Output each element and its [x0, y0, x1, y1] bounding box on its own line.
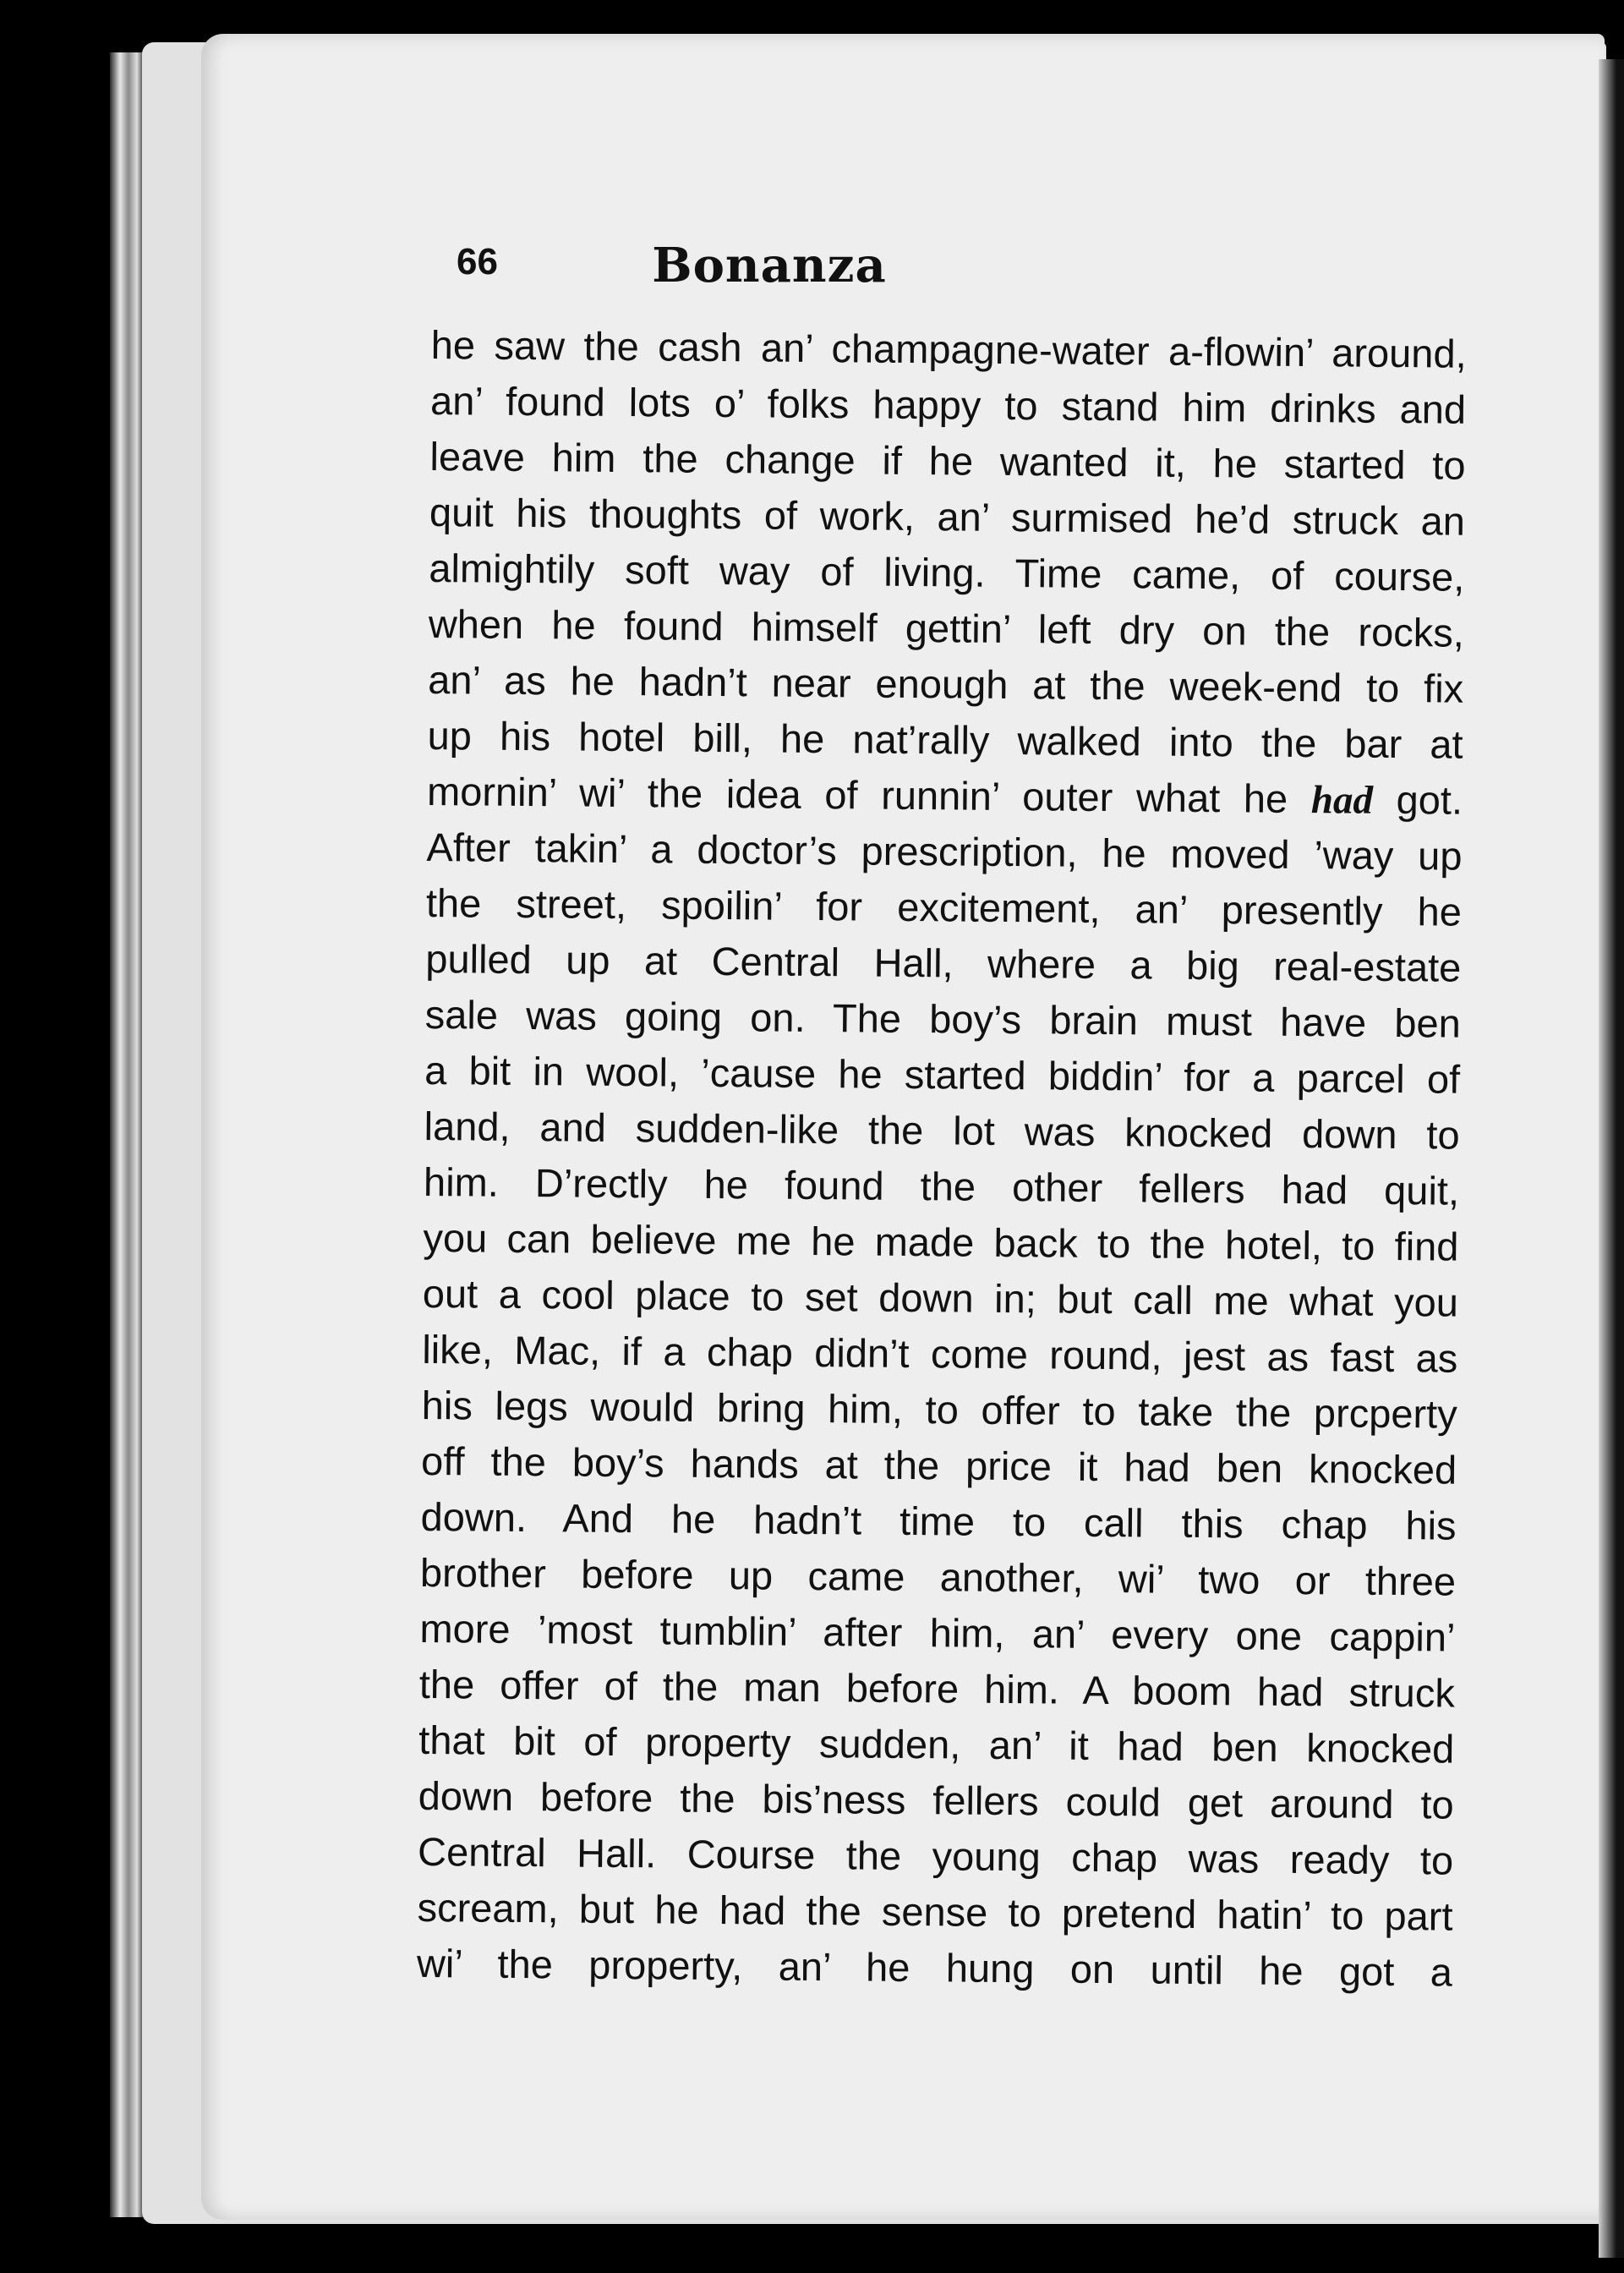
text-line: out a cool place to set down in; but call me what you — [422, 1270, 1459, 1325]
text-span: got. — [1372, 776, 1463, 823]
text-line: an’ found lots o’ folks happy to stand him drinks and — [429, 377, 1467, 432]
text-line: the offer of the man before him. A boom had struck — [418, 1661, 1456, 1716]
body-text — [417, 317, 1467, 2001]
book-binding — [110, 52, 144, 2217]
right-page-edge — [1599, 59, 1624, 2258]
italic-word: had — [1310, 778, 1374, 823]
page-number: 66 — [457, 241, 498, 282]
text-line: an’ as he hadn’t near enough at the week-end to fix — [428, 656, 1464, 711]
text-line: when he found himself gettin’ left dry on the rocks, — [428, 600, 1465, 655]
text-line: almightily soft way of living. Time came, of course, — [429, 545, 1465, 600]
text-line: After takin’ a doctor’s prescription, he moved ’way up — [426, 824, 1463, 879]
text-line: his legs would bring him, to offer to take the prcperty — [421, 1382, 1457, 1437]
text-line: off the boy’s hands at the price it had ben knocked — [420, 1438, 1457, 1493]
text-line: like, Mac, if a chap didn’t come round, jest as fast as — [422, 1326, 1458, 1381]
text-line: you can believe me he made back to the hotel, to find — [423, 1214, 1459, 1269]
text-line: sale was going on. The boy’s brain must have ben — [424, 991, 1461, 1046]
text-span: mornin’ wi’ the idea of runnin’ outer what he — [426, 768, 1312, 822]
text-line-with-italic — [427, 764, 1463, 829]
text-line: down before the bis’ness fellers could get around to — [418, 1772, 1454, 1827]
text-line: down. And he hadn’t time to call this chap his — [420, 1493, 1457, 1548]
text-line: that bit of property sudden, an’ it had ben knocked — [418, 1717, 1455, 1772]
running-title: Bonanza — [652, 238, 887, 293]
text-line: up his hotel bill, he nat’rally walked into the bar at — [427, 712, 1463, 767]
text-line: more ’most tumblin’ after him, an’ every one cappin’ — [419, 1605, 1456, 1660]
text-line: scream, but he had the sense to pretend hatin’ to part — [417, 1884, 1453, 1939]
text-line: he saw the cash an’ champagne-water a-flowin’ around, — [430, 321, 1467, 376]
text-line: quit his thoughts of work, an’ surmised he’d struck an — [429, 489, 1466, 544]
text-line: the street, spoilin’ for excitement, an’ presently he — [425, 879, 1463, 934]
text-line: him. D’rectly he found the other fellers had quit, — [423, 1158, 1460, 1213]
text-line: brother before up came another, wi’ two or three — [419, 1549, 1457, 1604]
text-line: a bit in wool, ’cause he started biddin’ for a parcel of — [424, 1047, 1461, 1102]
text-line: pulled up at Central Hall, where a big real-estate — [425, 935, 1462, 990]
text-line: leave him the change if he wanted it, he started to — [429, 433, 1466, 488]
text-line: Central Hall. Course the young chap was ready to — [417, 1828, 1454, 1883]
page-header — [457, 238, 1082, 309]
text-line: wi’ the property, an’ he hung on until he got a — [416, 1940, 1453, 1995]
text-line: land, and sudden-like the lot was knocked down to — [424, 1103, 1460, 1158]
